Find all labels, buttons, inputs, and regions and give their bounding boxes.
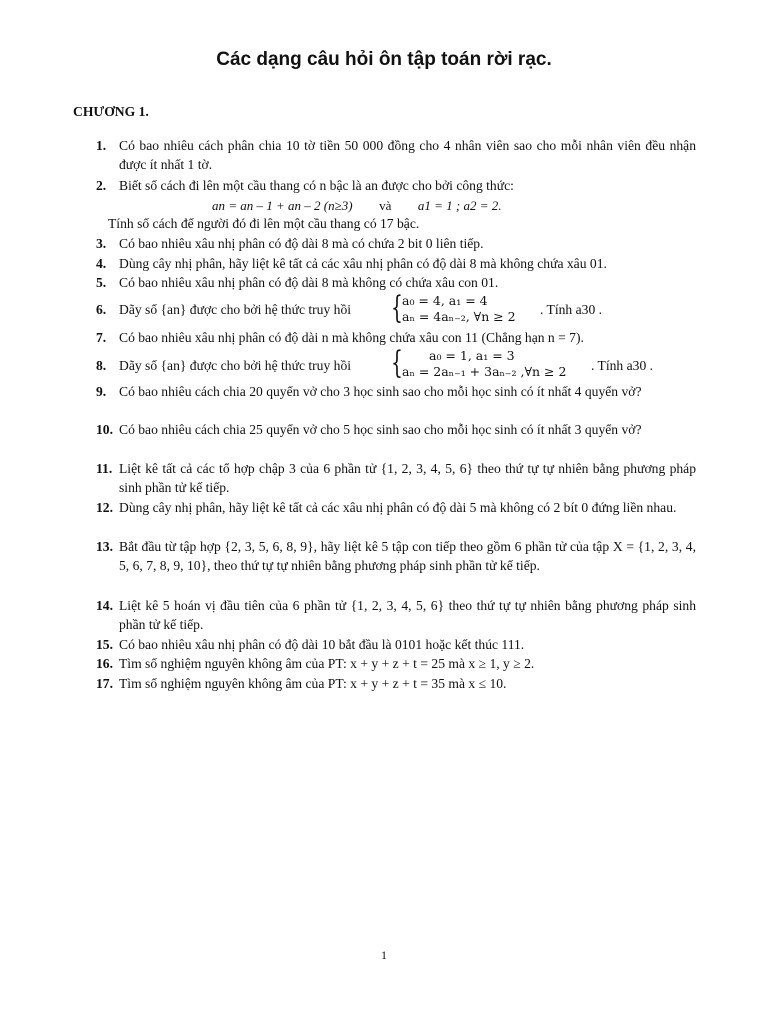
question-2-note: Tính số cách để người đó đi lên một cầu thang có 17 bậc.: [108, 216, 420, 231]
question-number: 13.: [96, 539, 113, 554]
question-text: Liệt kê 5 hoán vị đầu tiên của 6 phần tử {1, 2, 3, 4, 5, 6} theo thứ tự tự nhiên bằng phương pháp sinh phần tử kế tiếp.: [119, 598, 696, 632]
question-number: 12.: [96, 500, 113, 515]
question-number: 4.: [96, 256, 107, 271]
question-text: Có bao nhiêu cách chia 20 quyển vở cho 3 học sinh sao cho mỗi học sinh có ít nhất 4 quyển vở?: [119, 384, 642, 399]
system-row-1: a₀ = 1, a₁ = 3: [429, 348, 515, 363]
question-11: [96, 460, 696, 497]
recurrence-formula: [212, 198, 502, 214]
recurrence-system-8: [391, 345, 601, 382]
question-text: Tìm số nghiệm nguyên không âm của PT: x + y + z + t = 25 mà x ≥ 1, y ≥ 2.: [119, 656, 535, 671]
question-number: 2.: [96, 178, 107, 193]
question-number: 11.: [96, 461, 113, 476]
question-9: [96, 383, 696, 402]
question-number: 7.: [96, 330, 107, 345]
question-number: 1.: [96, 138, 107, 153]
question-text: Có bao nhiêu xâu nhị phân có độ dài 8 mà không có chứa xâu con 01.: [119, 275, 499, 290]
page-number: 1: [381, 948, 387, 962]
question-number: 10.: [96, 422, 113, 437]
question-text: Dãy số {an} được cho bởi hệ thức truy hồi: [119, 358, 352, 373]
question-2: [96, 177, 696, 196]
brace-icon: {: [391, 290, 403, 326]
question-number: 6.: [96, 302, 107, 317]
question-17: [96, 675, 696, 694]
recurrence-system-6: [391, 290, 551, 327]
question-number: 15.: [96, 637, 113, 652]
question-number: 17.: [96, 676, 113, 691]
question-number: 5.: [96, 275, 107, 290]
system-row-2: aₙ = 2aₙ₋₁ + 3aₙ₋₂ ,∀n ≥ 2: [402, 364, 567, 379]
question-text: Dùng cây nhị phân, hãy liệt kê tất cả các xâu nhị phân có độ dài 8 mà không chứa xâu 01.: [119, 256, 607, 271]
question-text: Có bao nhiêu xâu nhị phân có độ dài n mà không chứa xâu con 11 (Chẳng hạn n = 7).: [119, 330, 584, 345]
question-text: Biết số cách đi lên một cầu thang có n bậc là an được cho bởi công thức:: [119, 178, 514, 193]
question-16: [96, 655, 696, 674]
question-text: Có bao nhiêu cách phân chia 10 tờ tiền 50 000 đồng cho 4 nhân viên sao cho mỗi nhân viên đều nhận được ít nhất 1 tờ.: [119, 138, 696, 172]
formula-expression: an = an – 1 + an – 2 (n≥3): [212, 198, 353, 213]
question-number: 9.: [96, 384, 107, 399]
question-8-tail: . Tính a30 .: [591, 358, 654, 373]
document-title: Các dạng câu hỏi ôn tập toán rời rạc.: [216, 49, 552, 70]
system-row-1: a₀ = 4, a₁ = 4: [402, 293, 488, 308]
system-row-2: aₙ = 4aₙ₋₂, ∀n ≥ 2: [402, 309, 516, 324]
question-text: Có bao nhiêu xâu nhị phân có độ dài 10 bắt đầu là 0101 hoặc kết thúc 111.: [119, 637, 525, 652]
question-text: Dãy số {an} được cho bởi hệ thức truy hồi: [119, 302, 352, 317]
formula-initial: a1 = 1 ; a2 = 2.: [417, 198, 502, 213]
question-text: Có bao nhiêu cách chia 25 quyển vở cho 5 học sinh sao cho mỗi học sinh có ít nhất 3 quyển vở?: [119, 422, 642, 437]
question-number: 16.: [96, 656, 113, 671]
brace-icon: {: [391, 345, 403, 381]
formula-and: và: [379, 198, 392, 213]
question-15: [96, 636, 696, 655]
question-text: Có bao nhiêu xâu nhị phân có độ dài 8 mà có chứa 2 bit 0 liên tiếp.: [119, 236, 484, 251]
question-text: Tìm số nghiệm nguyên không âm của PT: x + y + z + t = 35 mà x ≤ 10.: [119, 676, 507, 691]
question-12: [96, 499, 696, 518]
question-4: [96, 255, 696, 274]
question-number: 8.: [96, 358, 107, 373]
question-3: [96, 235, 696, 254]
question-text: Dùng cây nhị phân, hãy liệt kê tất cả các xâu nhị phân có độ dài 5 mà không có 2 bít 0 đứng liền nhau.: [119, 500, 677, 515]
question-text: Liệt kê tất cả các tổ hợp chập 3 của 6 phần tử {1, 2, 3, 4, 5, 6} theo thứ tự tự nhiên bằng phương pháp sinh phần tử kế tiếp.: [119, 461, 696, 495]
question-14: [96, 597, 696, 634]
question-text: Bắt đầu từ tập hợp {2, 3, 5, 6, 8, 9}, hãy liệt kê 5 tập con tiếp theo gồm 6 phần tử của tập X = {1, 2, 3, 4, 5, 6, 7, 8, 9, 10}, theo thứ tự tự nhiên bằng phương pháp sinh phần tử kế tiếp.: [119, 539, 696, 573]
question-1: [96, 137, 696, 174]
question-number: 14.: [96, 598, 113, 613]
chapter-heading: CHƯƠNG 1.: [73, 104, 149, 119]
question-10: [96, 421, 696, 440]
question-6-tail: . Tính a30 .: [540, 302, 603, 317]
question-number: 3.: [96, 236, 107, 251]
question-8: [96, 357, 396, 376]
question-13: [96, 538, 696, 575]
question-6: [96, 301, 396, 320]
